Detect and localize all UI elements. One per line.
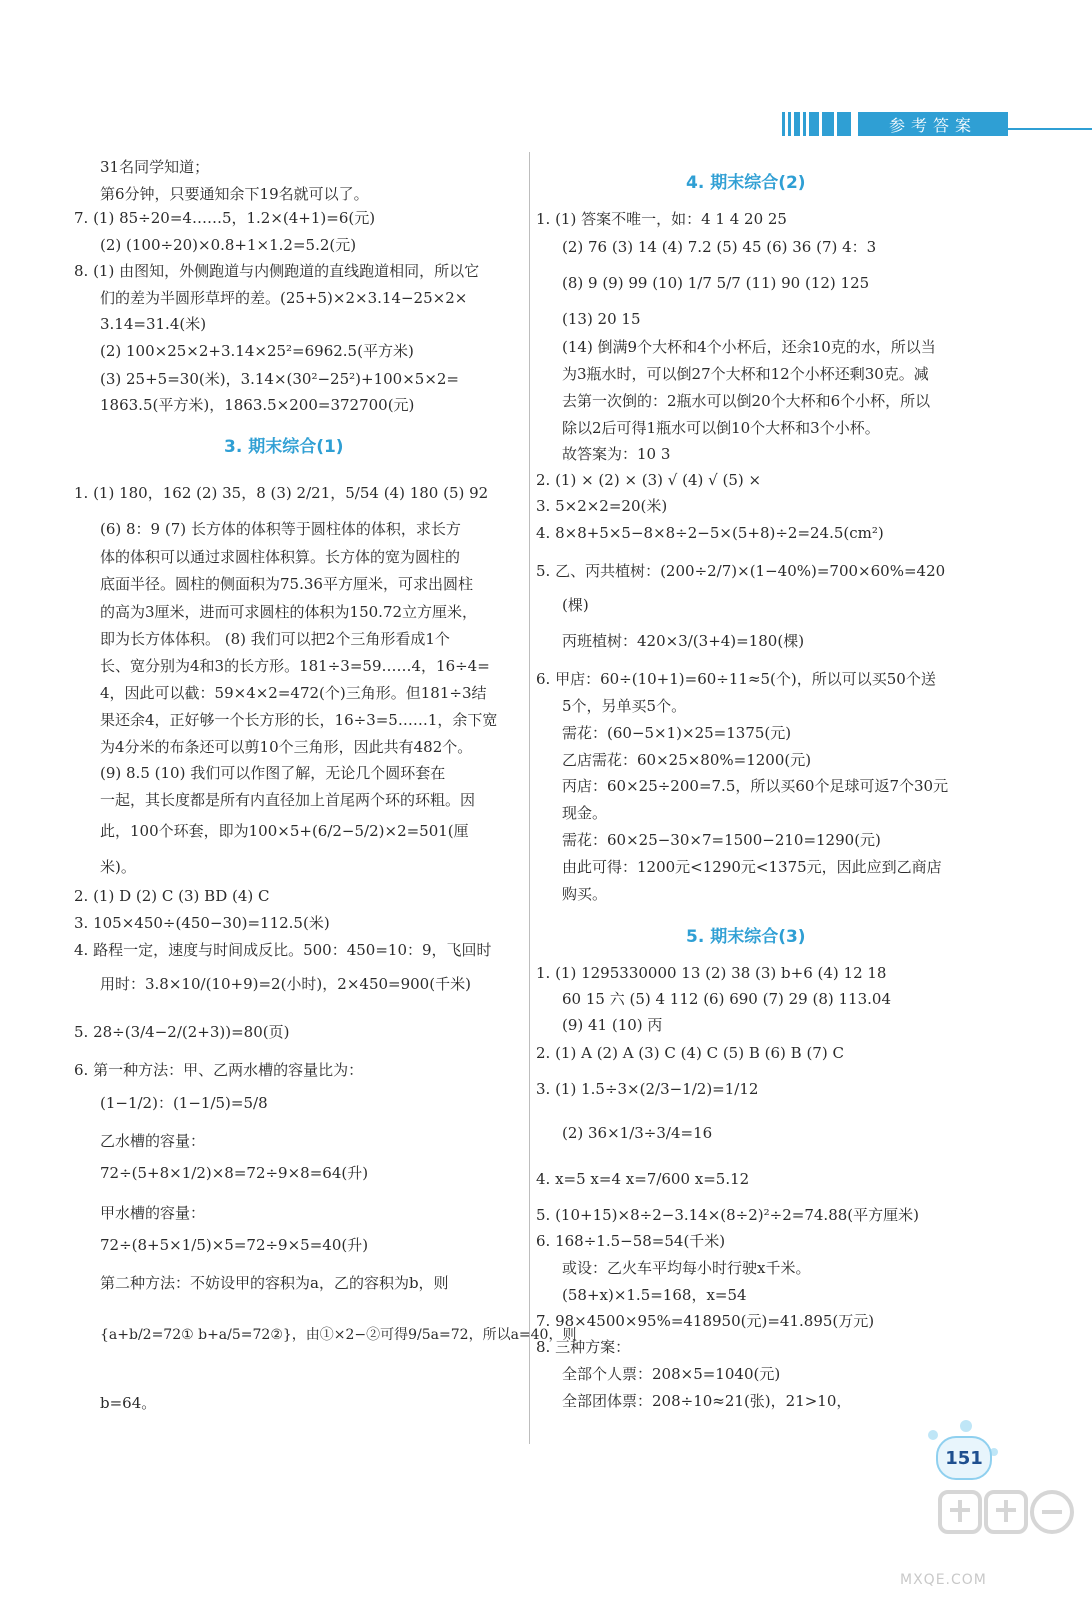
text-line: 6. 168÷1.5−58=54(千米) [536,1232,726,1250]
header-stripes [782,112,852,136]
text-line: 的高为3厘米，进而可求圆柱的体积为150.72立方厘米， [100,603,478,621]
text-line: 2. (1) A (2) A (3) C (4) C (5) B (6) B (7) C [536,1044,844,1062]
text-line: 丙店：60×25÷200=7.5，所以买60个足球可返7个30元 [562,777,949,795]
text-line: 5. (10+15)×8÷2−3.14×(8÷2)²÷2=74.88(平方厘米) [536,1206,919,1224]
bubble-decoration [928,1430,938,1440]
text-line: 7. (1) 85÷20=4……5，1.2×(4+1)=6(元) [74,209,376,227]
text-line: 第二种方法：不妨设甲的容积为a，乙的容积为b，则 [100,1274,449,1292]
text-line: (9) 8.5 (10) 我们可以作图了解，无论几个圆环套在 [100,764,446,782]
text-line: 5个，另单买5个。 [562,697,687,715]
text-line: 乙水槽的容量： [100,1132,206,1150]
bubble-decoration [960,1420,972,1432]
text-line: 现金。 [562,804,608,822]
text-line: 6. 第一种方法：甲、乙两水槽的容量比为： [74,1061,364,1079]
text-line: 们的差为半圆形草坪的差。(25+5)×2×3.14−25×2× [100,289,468,307]
text-line: 体的体积可以通过求圆柱体积算。长方体的宽为圆柱的 [100,548,461,566]
text-line: 4，因此可以截：59×4×2=472(个)三角形。但181÷3结 [100,684,487,702]
text-line: 3. (1) 1.5÷3×(2/3−1/2)=1/12 [536,1080,759,1098]
text-line: 60 15 六 (5) 4 112 (6) 690 (7) 29 (8) 113.04 [562,990,891,1008]
text-line: 3.14=31.4(米) [100,315,207,333]
watermark-text: MXQE.COM [900,1572,987,1588]
text-line: 8. 三种方案： [536,1338,631,1356]
text-line: 米)。 [100,858,136,876]
text-line: 1. (1) 1295330000 13 (2) 38 (3) b+6 (4) 12 18 [536,964,887,982]
text-line: 3. 5×2×2=20(米) [536,497,668,515]
text-line: (6) 8：9 (7) 长方体的体积等于圆柱体的体积，求长方 [100,520,461,538]
text-line: b=64。 [100,1394,157,1412]
text-line: 第6分钟，只要通知余下19名就可以了。 [100,185,369,203]
text-line: 乙店需花：60×25×80%=1200(元) [562,751,812,769]
text-line: 4. x=5 x=4 x=7/600 x=5.12 [536,1170,750,1188]
column-divider [529,152,530,1444]
text-line: 1. (1) 180，162 (2) 35，8 (3) 2/21，5/54 (4) 180 (5) 92 [74,484,489,502]
text-line: 4. 路程一定，速度与时间成反比。500：450=10：9，飞回时 [74,941,492,959]
text-line: 此，100个环套，即为100×5+(6/2−5/2)×2=501(厘 [100,822,469,840]
text-line: 7. 98×4500×95%=418950(元)=41.895(万元) [536,1312,875,1330]
text-line: 2. (1) × (2) × (3) √ (4) √ (5) × [536,471,762,489]
text-line: (58+x)×1.5=168，x=54 [562,1286,747,1304]
text-line: 需花：60×25−30×7=1500−210=1290(元) [562,831,881,849]
text-line: 除以2后可得1瓶水可以倒10个大杯和3个小杯。 [562,419,880,437]
section-title: 5. 期末综合(3) [686,927,806,947]
text-line: (8) 9 (9) 99 (10) 1/7 5/7 (11) 90 (12) 125 [562,274,870,292]
text-line: {a+b/2=72① b+a/5=72②}，由①×2−②可得9/5a=72，所以a=40，则 [100,1327,577,1343]
text-line: 或设：乙火车平均每小时行驶x千米。 [562,1259,811,1277]
answer-key-header [782,112,1008,136]
text-line: (9) 41 (10) 丙 [562,1016,663,1034]
text-line: 2. (1) D (2) C (3) BD (4) C [74,887,270,905]
section-title: 4. 期末综合(2) [686,173,806,193]
text-line: 底面半径。圆柱的侧面积为75.36平方厘米，可求出圆柱 [100,575,473,593]
text-line: 为4分米的布条还可以剪10个三角形，因此共有482个。 [100,738,473,756]
text-line: 即为长方体体积。 (8) 我们可以把2个三角形看成1个 [100,630,450,648]
text-line: 果还余4，正好够一个长方形的长，16÷3=5……1，余下宽 [100,711,498,729]
text-line: 一起，其长度都是所有内直径加上首尾两个环的环粗。因 [100,791,476,809]
text-line: 全部团体票：208÷10≈21(张)，21>10， [562,1392,852,1410]
text-line: (2) 76 (3) 14 (4) 7.2 (5) 45 (6) 36 (7) 4：3 [562,238,877,256]
text-line: (2) 36×1/3÷3/4=16 [562,1124,713,1142]
text-line: 1. (1) 答案不唯一，如：4 1 4 20 25 [536,210,787,228]
text-line: (棵) [562,596,589,614]
text-line: 甲水槽的容量： [100,1204,206,1222]
text-line: 4. 8×8+5×5−8×8÷2−5×(5+8)÷2=24.5(cm²) [536,524,884,542]
text-line: (14) 倒满9个大杯和4个小杯后，还余10克的水，所以当 [562,338,936,356]
text-line: 去第一次倒的：2瓶水可以倒20个大杯和6个小杯，所以 [562,392,931,410]
text-line: 5. 乙、丙共植树：(200÷2/7)×(1−40%)=700×60%=420 [536,562,946,580]
section-title: 3. 期末综合(1) [224,437,344,457]
text-line: 用时：3.8×10/(10+9)=2(小时)，2×450=900(千米) [100,975,471,993]
header-label: 参考答案 [858,112,1008,136]
text-line: 全部个人票：208×5=1040(元) [562,1365,781,1383]
text-line: 1863.5(平方米)，1863.5×200=372700(元) [100,396,415,414]
text-line: (2) 100×25×2+3.14×25²=6962.5(平方米) [100,342,414,360]
page-number-badge [936,1436,992,1480]
text-line: 3. 105×450÷(450−30)=112.5(米) [74,914,330,932]
text-line: (13) 20 15 [562,310,641,328]
text-line: 31名同学知道； [100,158,210,176]
text-line: 需花：(60−5×1)×25=1375(元) [562,724,792,742]
text-line: (2) (100÷20)×0.8+1×1.2=5.2(元) [100,236,357,254]
text-line: (3) 25+5=30(米)，3.14×(30²−25²)+100×5×2= [100,370,460,388]
text-line: 为3瓶水时，可以倒27个大杯和12个小杯还剩30克。减 [562,365,929,383]
text-line: 由此可得：1200元<1290元<1375元，因此应到乙商店 [562,858,942,876]
text-line: 8. (1) 由图知，外侧跑道与内侧跑道的直线跑道相同，所以它 [74,262,480,280]
page-number: 151 [945,1447,983,1469]
text-line: 故答案为：10 3 [562,445,671,463]
text-line: (1−1/2)：(1−1/5)=5/8 [100,1094,268,1112]
text-line: 丙班植树：420×3/(3+4)=180(棵) [562,632,805,650]
text-line: 72÷(8+5×1/5)×5=72÷9×5=40(升) [100,1236,369,1254]
text-line: 6. 甲店：60÷(10+1)=60÷11≈5(个)，所以可以买50个送 [536,670,936,688]
text-line: 购买。 [562,885,608,903]
header-rule [1008,128,1092,130]
text-line: 72÷(5+8×1/2)×8=72÷9×8=64(升) [100,1164,369,1182]
text-line: 5. 28÷(3/4−2/(2+3))=80(页) [74,1023,290,1041]
text-line: 长、宽分别为4和3的长方形。181÷3=59……4，16÷4= [100,657,490,675]
